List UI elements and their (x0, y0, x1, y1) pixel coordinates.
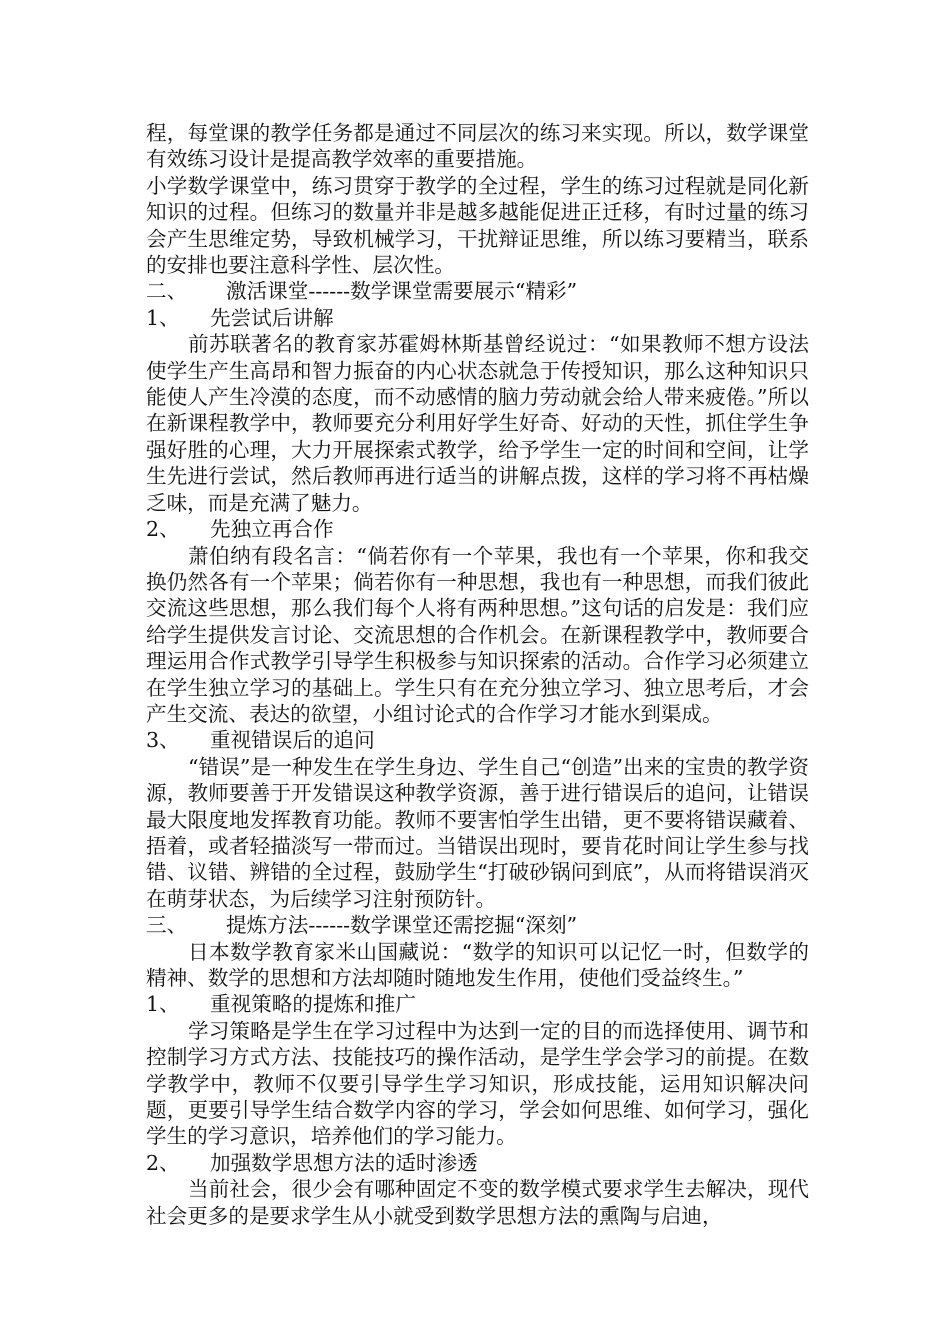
subsection-number: 1、 (146, 992, 180, 1017)
subsection-number: 2、 (146, 517, 180, 542)
subsection-heading-3-1 (146, 991, 809, 1017)
section-heading-2 (146, 278, 809, 304)
paragraph-quote-yoneyama: 日本数学教育家米山国藏说：“数学的知识可以记忆一时，但数学的精神、数学的思想和方法却随时随地发生作用，使他们受益终生。” (146, 939, 809, 990)
subsection-heading-3-2 (146, 1150, 809, 1176)
section-number: 三、 (146, 913, 188, 938)
section-title: 激活课堂------数学课堂需要展示“精彩” (226, 279, 578, 304)
section-heading-3 (146, 912, 809, 938)
paragraph-cooperation: 萧伯纳有段名言：“倘若你有一个苹果，我也有一个苹果，你和我交换仍然各有一个苹果；倘若你有一种思想，我也有一种思想，而我们彼此交流这些思想，那么我们每个人将有两种思想。”这句话的启发是：我们应给学生提供发言讨论、交流思想的合作机会。在新课程教学中，教师要合理运用合作式教学引导学生积极参与知识探索的活动。合作学习必须建立在学生独立学习的基础上。学生只有在充分独立学习、独立思考后，才会产生交流、表达的欲望，小组讨论式的合作学习才能水到渠成。 (146, 543, 809, 726)
subsection-title: 加强数学思想方法的适时渗透 (210, 1150, 478, 1175)
paragraph-strategy: 学习策略是学生在学习过程中为达到一定的目的而选择使用、调节和控制学习方式方法、技能技巧的操作活动，是学生学会学习的前提。在数学教学中，教师不仅要引导学生学习知识，形成技能，运用知识解决问题，更要引导学生结合数学内容的学习，学会如何思维、如何学习，强化学生的学习意识，培养他们的学习能力。 (146, 1018, 809, 1149)
paragraph-practice-design: 程，每堂课的教学任务都是通过不同层次的练习来实现。所以，数学课堂有效练习设计是提高教学效率的重要措施。 (146, 121, 809, 172)
subsection-heading-2-3 (146, 727, 809, 753)
subsection-title: 重视错误后的追问 (210, 728, 375, 753)
subsection-title: 先尝试后讲解 (210, 305, 334, 330)
subsection-heading-2-1 (146, 305, 809, 331)
subsection-title: 重视策略的提炼和推广 (210, 992, 416, 1017)
subsection-number: 2、 (146, 1150, 180, 1175)
subsection-number: 1、 (146, 305, 180, 330)
document-body (146, 120, 809, 1229)
subsection-heading-2-2 (146, 516, 809, 542)
subsection-title: 先独立再合作 (210, 517, 334, 542)
section-title: 提炼方法------数学课堂还需挖掘“深刻” (226, 913, 578, 938)
paragraph-try-first: 前苏联著名的教育家苏霍姆林斯基曾经说过：“如果教师不想方设法使学生产生高昂和智力振奋的内心状态就急于传授知识，那么这种知识只能使人产生冷漠的态度，而不动感情的脑力劳动就会给人带来疲倦。”所以在新课程教学中，教师要充分利用好学生好奇、好动的天性，抓住学生争强好胜的心理，大力开展探索式教学，给予学生一定的时间和空间，让学生先进行尝试，然后教师再进行适当的讲解点拨，这样的学习将不再枯燥乏味，而是充满了魅力。 (146, 332, 809, 515)
subsection-number: 3、 (146, 728, 180, 753)
paragraph-errors: “错误”是一种发生在学生身边、学生自己“创造”出来的宝贵的教学资源，教师要善于开发错误这种教学资源，善于进行错误后的追问，让错误最大限度地发挥教育功能。教师不要害怕学生出错，更不要将错误藏着、捂着，或者轻描淡写一带而过。当错误出现时，要肯花时间让学生参与找错、议错、辨错的全过程，鼓励学生“打破砂锅问到底”，从而将错误消灭在萌芽状态，为后续学习注射预防针。 (146, 754, 809, 911)
paragraph-math-thinking: 当前社会，很少会有哪种固定不变的数学模式要求学生去解决，现代社会更多的是要求学生从小就受到数学思想方法的熏陶与启迪， (146, 1177, 809, 1228)
paragraph-practice-process: 小学数学课堂中，练习贯穿于教学的全过程，学生的练习过程就是同化新知识的过程。但练习的数量并非是越多越能促进正迁移，有时过量的练习会产生思维定势，导致机械学习，干扰辩证思维，所以练习要精当，联系的安排也要注意科学性、层次性。 (146, 173, 809, 278)
section-number: 二、 (146, 279, 188, 304)
